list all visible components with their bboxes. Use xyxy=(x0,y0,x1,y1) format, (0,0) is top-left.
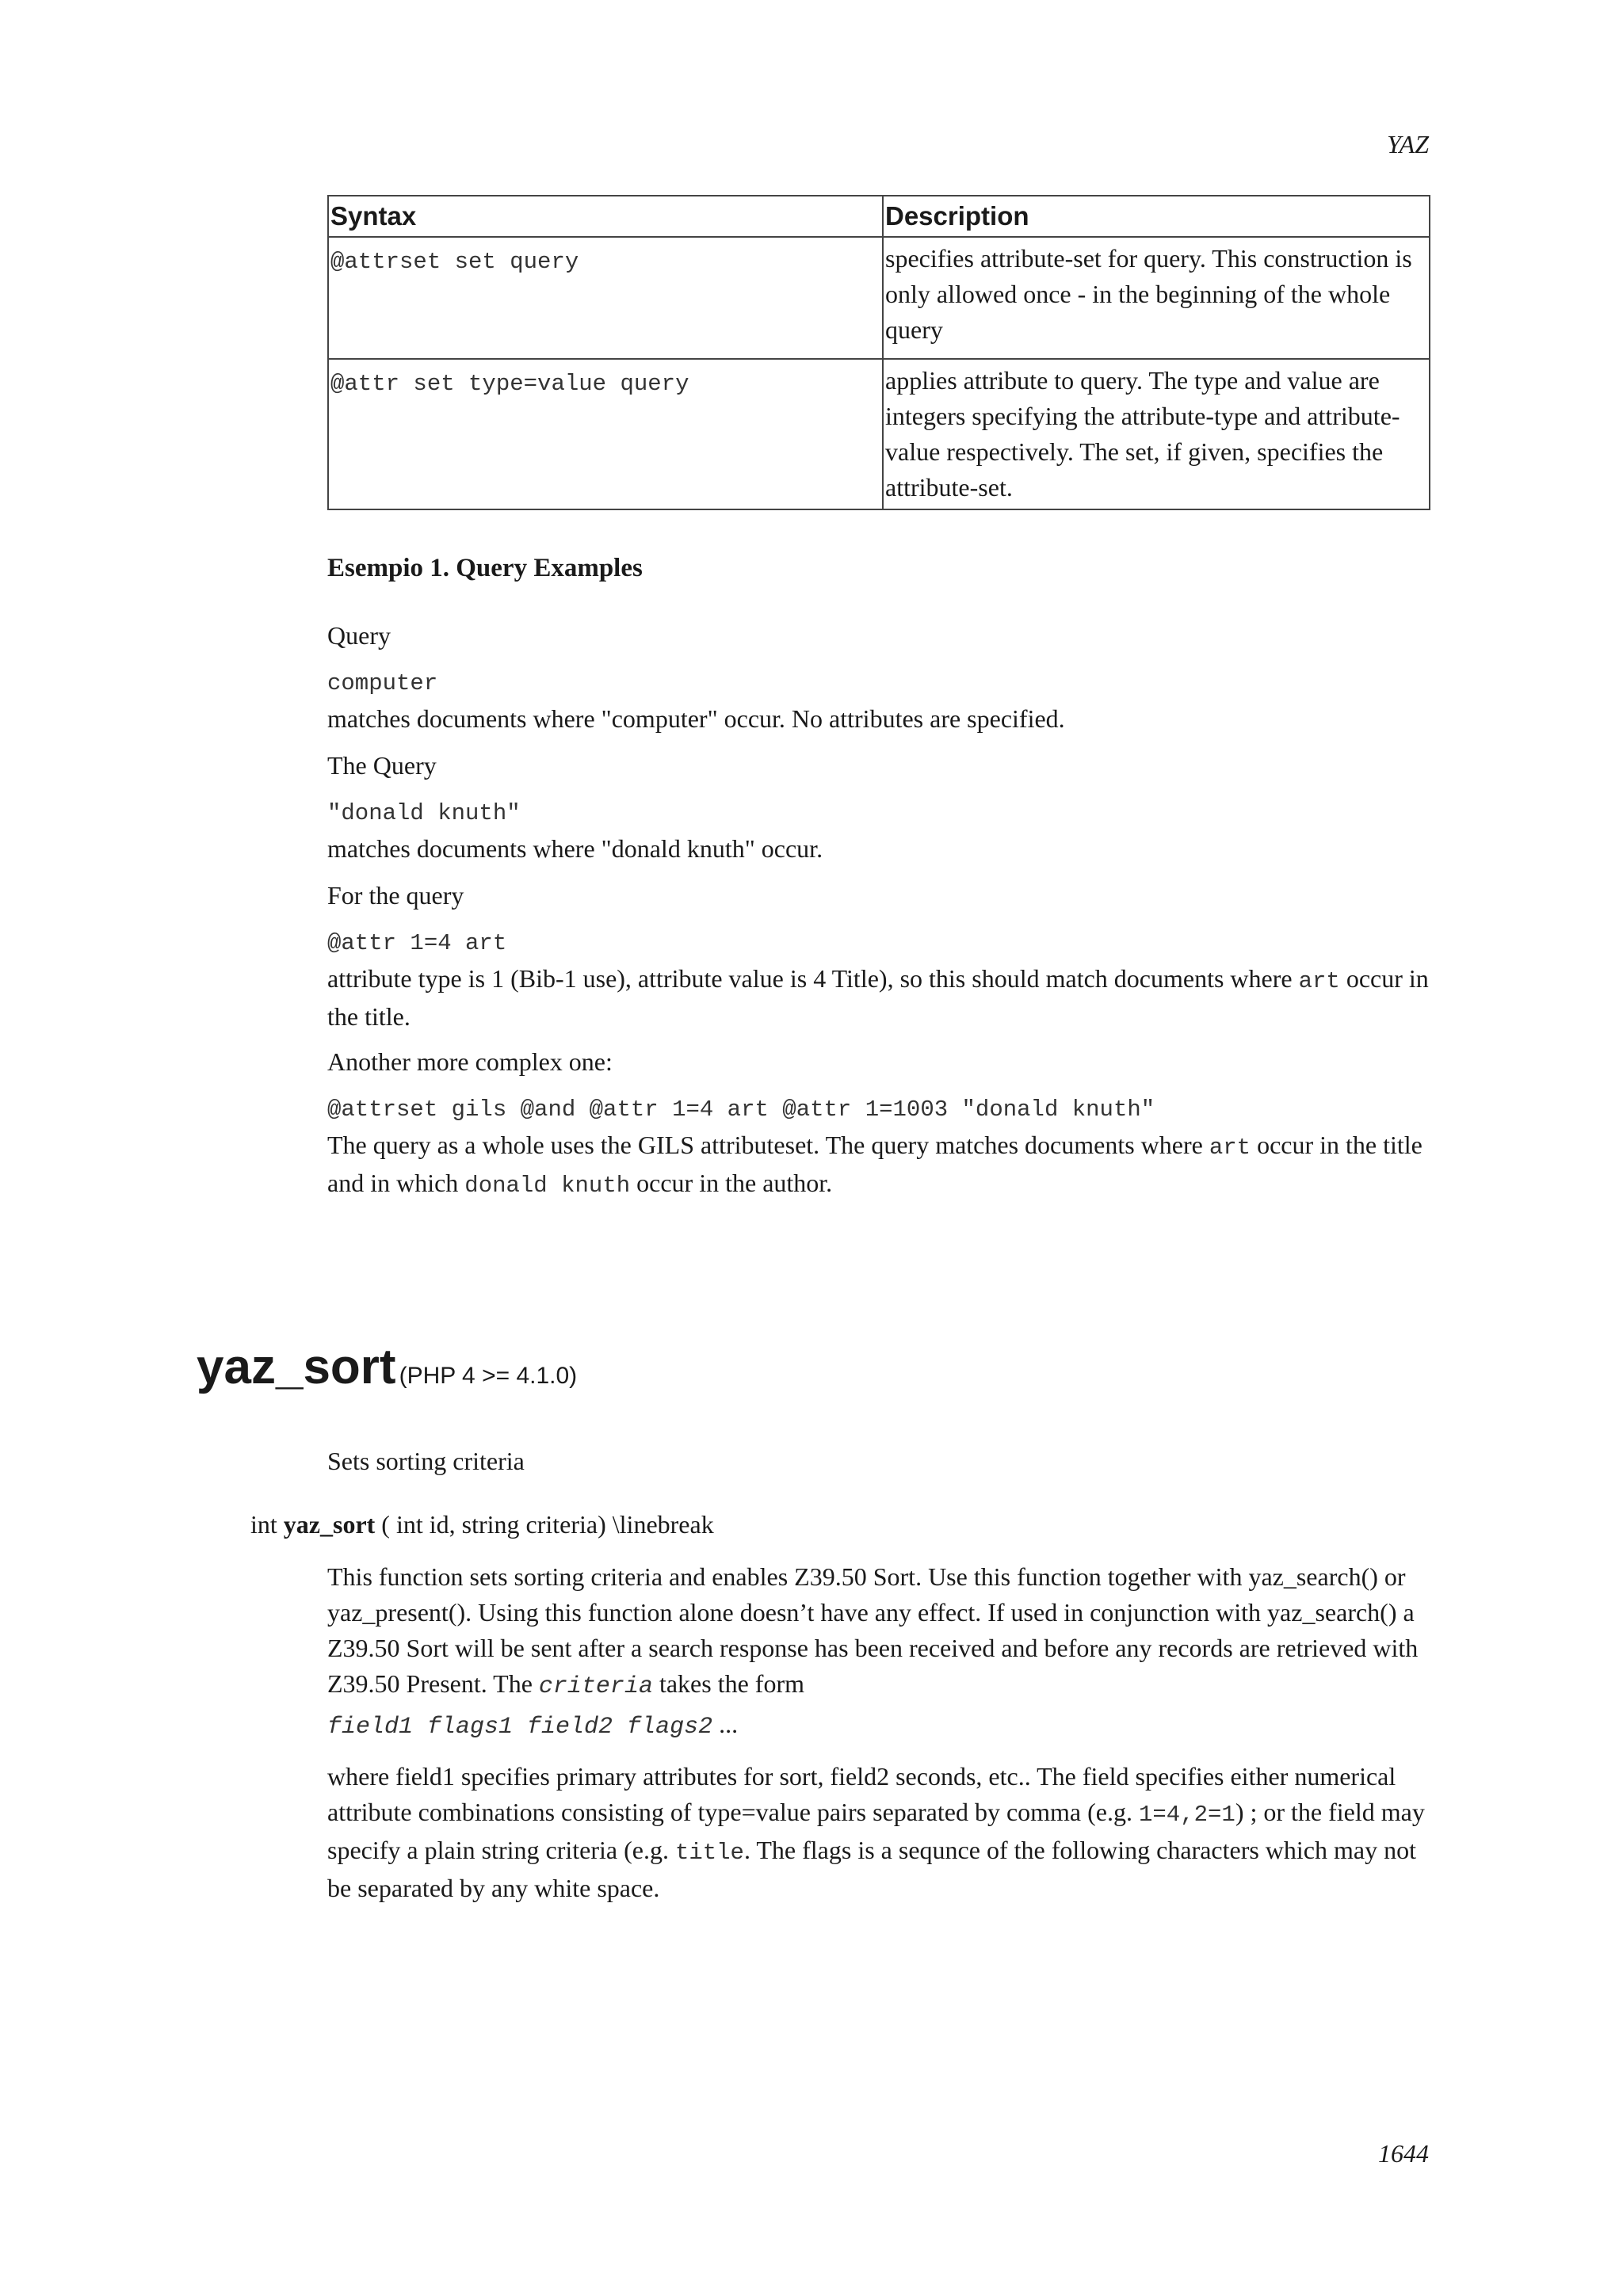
running-header: YAZ xyxy=(1387,130,1429,158)
table-row xyxy=(328,359,1430,509)
text-run: occur in the title and in which xyxy=(327,1131,1423,1197)
text-run: where field1 specifies primary attributes for sort, field2 seconds, etc.. The field specifies either numerical attribute combinations consisting of type=value pairs separated by comma (e.g. xyxy=(327,1762,1396,1826)
code-line: "donald knuth" xyxy=(327,800,521,826)
text-run: . The flags is a sequnce of the following characters which may not be separated by any white space. xyxy=(327,1836,1416,1902)
example-3-code-block xyxy=(327,925,1437,1035)
example-intro: Another more complex one: xyxy=(327,1047,613,1076)
text-run: takes the form xyxy=(652,1669,804,1698)
form-code: field1 flags1 field2 flags2 xyxy=(327,1714,713,1741)
inline-code: title xyxy=(674,1840,744,1866)
example-intro: Query xyxy=(327,621,391,650)
inline-code: 1=4,2=1 xyxy=(1138,1802,1235,1828)
synopsis-return-type: int xyxy=(250,1510,284,1539)
inline-code: art xyxy=(1209,1135,1251,1161)
page-number: 1644 xyxy=(1378,2139,1429,2168)
example-1-code-block xyxy=(327,666,1437,737)
function-synopsis xyxy=(250,1510,714,1539)
synopsis-params: ( int id, string criteria) \linebreak xyxy=(375,1510,714,1539)
table-header-row xyxy=(328,196,1430,237)
example-2-code-block xyxy=(327,795,1437,867)
example-1 xyxy=(327,618,1437,654)
example-3 xyxy=(327,878,1437,913)
description-paragraph-2 xyxy=(327,1759,1437,1906)
function-purpose: Sets sorting criteria xyxy=(327,1447,525,1475)
example-text: matches documents where "donald knuth" occur. xyxy=(327,834,823,863)
function-heading xyxy=(197,1339,577,1395)
inline-code: art xyxy=(1298,968,1340,994)
example-2 xyxy=(327,748,1437,784)
example-text xyxy=(327,961,1437,1035)
text-run: attribute type is 1 (Bib-1 use), attribute value is 4 Title), so this should match documents where xyxy=(327,964,1299,993)
code-line: computer xyxy=(327,670,438,696)
synopsis-function-name: yaz_sort xyxy=(283,1510,376,1539)
example-text xyxy=(327,1127,1437,1203)
description-paragraph-1 xyxy=(327,1559,1437,1705)
syntax-cell: @attrset set query xyxy=(328,237,883,359)
form-ellipsis: ... xyxy=(712,1710,739,1738)
criteria-form xyxy=(327,1707,1437,1745)
text-run: This function sets sorting criteria and enables Z39.50 Sort. Use this function together with yaz_search() or yaz_present(). Using this function alone doesn’t have any effect. If used in conjunction with yaz_search() a Z39.50 Sort will be sent after a search response has been received and before any records are retrieved with Z39.50 Present. The xyxy=(327,1562,1419,1698)
example-intro: For the query xyxy=(327,881,464,910)
example-4-code-block xyxy=(327,1092,1437,1203)
example-intro: The Query xyxy=(327,751,437,780)
example-4 xyxy=(327,1044,1437,1080)
table-row xyxy=(328,237,1430,359)
syntax-cell: @attr set type=value query xyxy=(328,359,883,509)
text-run: ) ; or the field may specify a plain string criteria (e.g. xyxy=(327,1798,1425,1864)
function-name: yaz_sort xyxy=(197,1340,396,1394)
function-version: (PHP 4 >= 4.1.0) xyxy=(399,1363,578,1389)
code-line: @attrset gils @and @attr 1=4 art @attr 1=1003 "donald knuth" xyxy=(327,1097,1155,1123)
inline-code: criteria xyxy=(538,1673,653,1700)
table-header-cell: Description xyxy=(883,196,1430,237)
description-cell: applies attribute to query. The type and value are integers specifying the attribute-type and attribute-value respectively. The set, if given, specifies the attribute-set. xyxy=(883,359,1430,509)
text-run: occur in the author. xyxy=(630,1169,833,1197)
text-run: The query as a whole uses the GILS attributeset. The query matches documents where xyxy=(327,1131,1209,1159)
description-cell: specifies attribute-set for query. This construction is only allowed once - in the beginning of the whole query xyxy=(883,237,1430,359)
text-run: occur in the title. xyxy=(327,964,1429,1031)
inline-code: donald knuth xyxy=(464,1173,631,1199)
example-title: Esempio 1. Query Examples xyxy=(327,554,643,582)
table-header-cell: Syntax xyxy=(328,196,883,237)
code-line: @attr 1=4 art xyxy=(327,930,507,956)
syntax-table xyxy=(327,195,1430,510)
example-text: matches documents where "computer" occur. No attributes are specified. xyxy=(327,704,1065,733)
